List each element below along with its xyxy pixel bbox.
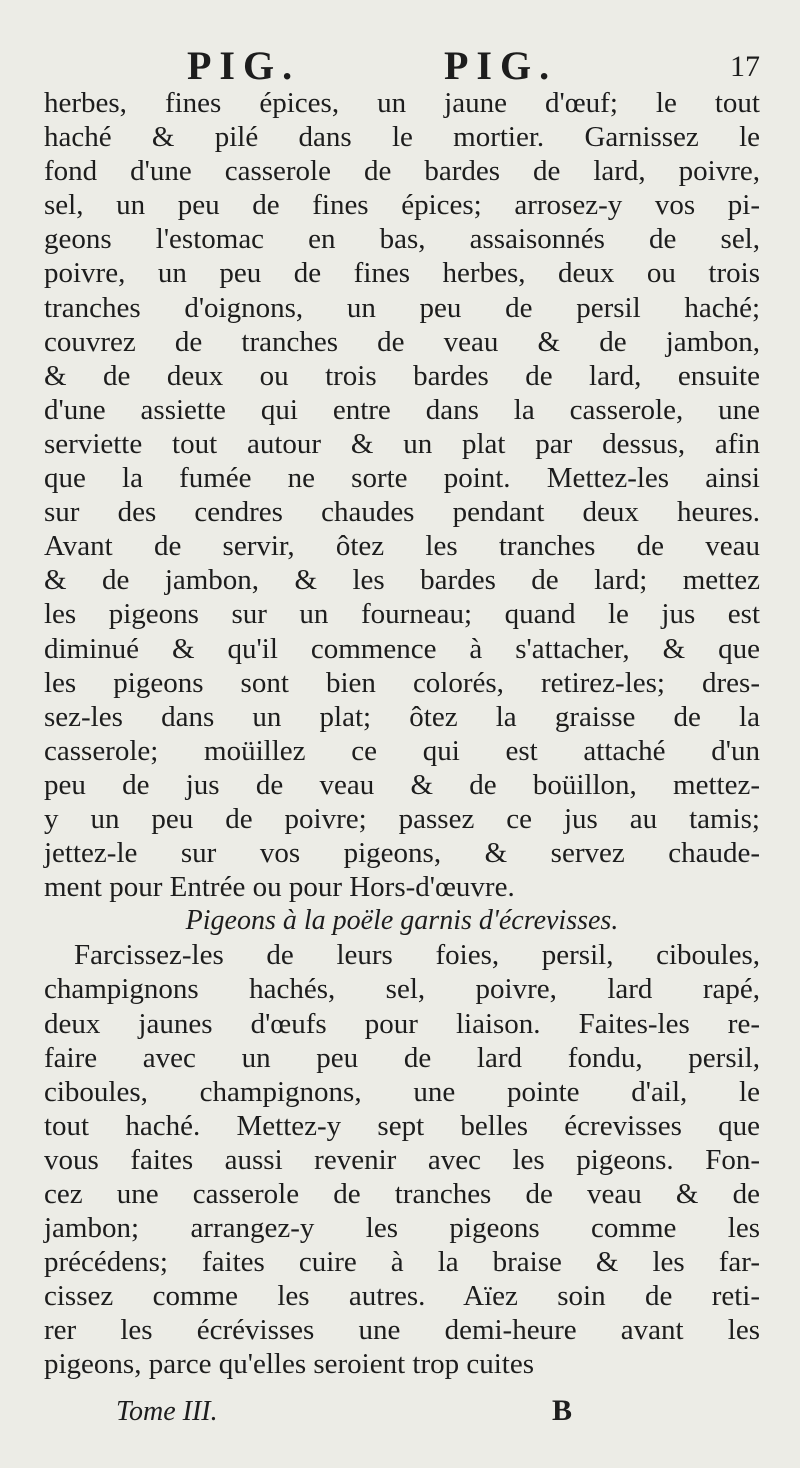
paragraph-recipe [44, 938, 760, 1381]
page-header [44, 40, 760, 86]
text-line: haché & pilé dans le mortier. Garnissez le [44, 121, 760, 154]
text-line: y un peu de poivre; passez ce jus au tamis; [44, 802, 760, 835]
text-line: tranches d'oignons, un peu de persil haché; [44, 291, 760, 324]
running-head-right: PIG. [444, 43, 558, 88]
volume-signature: Tome III. [116, 1395, 218, 1427]
text-line: deux jaunes d'œufs pour liaison. Faites-les re- [44, 1007, 760, 1040]
text-line: ciboules, champignons, une pointe d'ail, le [44, 1075, 760, 1108]
text-line: Farcissez-les de leurs foies, persil, ciboules, [74, 939, 760, 972]
page-number: 17 [730, 50, 760, 83]
text-line: herbes, fines épices, un jaune d'œuf; le tout [44, 87, 760, 119]
text-line: diminué & qu'il commence à s'attacher, & que [44, 632, 760, 665]
text-line: rer les écrévisses une demi-heure avant les [44, 1314, 760, 1347]
text-line: couvrez de tranches de veau & de jambon, [44, 325, 760, 358]
page-footer [44, 1393, 760, 1436]
running-head-left: PIG. [187, 43, 301, 88]
text-line: les pigeons sont bien colorés, retirez-les; dres- [44, 666, 760, 699]
text-line: ment pour Entrée ou pour Hors-d'œuvre. [44, 871, 515, 904]
text-line: poivre, un peu de fines herbes, deux ou trois [44, 257, 760, 290]
text-line: jettez-le sur vos pigeons, & servez chaude- [44, 837, 760, 870]
text-line: peu de jus de veau & de boüillon, mettez- [44, 768, 760, 801]
paragraph-continued [44, 86, 760, 904]
text-line: champignons hachés, sel, poivre, lard rapé, [44, 973, 760, 1006]
text-line: sez-les dans un plat; ôtez la graisse de la [44, 700, 760, 733]
text-line: sel, un peu de fines épices; arrosez-y vos pi- [44, 189, 760, 222]
page-body [44, 86, 760, 1382]
text-line: que la fumée ne sorte point. Mettez-les ainsi [44, 462, 760, 495]
text-line: tout haché. Mettez-y sept belles écrevisses que [44, 1109, 760, 1142]
text-line: jambon; arrangez-y les pigeons comme les [44, 1212, 760, 1245]
text-line: précédens; faites cuire à la braise & les far- [44, 1246, 760, 1279]
text-line: sur des cendres chaudes pendant deux heures. [44, 496, 760, 529]
text-line: fond d'une casserole de bardes de lard, poivre, [44, 155, 760, 188]
text-line: Avant de servir, ôtez les tranches de veau [44, 530, 760, 563]
text-line: les pigeons sur un fourneau; quand le jus est [44, 598, 760, 631]
text-line: serviette tout autour & un plat par dessus, afin [44, 427, 760, 460]
text-line: d'une assiette qui entre dans la casserole, une [44, 393, 760, 426]
text-line: cez une casserole de tranches de veau & de [44, 1178, 760, 1210]
text-line: pigeons, parce qu'elles seroient trop cuites [44, 1348, 535, 1381]
gathering-signature: B [552, 1393, 573, 1427]
text-line: & de jambon, & les bardes de lard; mettez [44, 564, 760, 597]
text-line: casserole; moüillez ce qui est attaché d'un [44, 734, 760, 767]
text-line: vous faites aussi revenir avec les pigeons. Fon- [44, 1143, 760, 1176]
section-title: Pigeons à la poële garnis d'écrevisses. [185, 905, 619, 937]
text-line: geons l'estomac en bas, assaisonnés de sel, [44, 223, 760, 256]
text-line: cissez comme les autres. Aïez soin de reti- [44, 1280, 760, 1313]
text-line: faire avec un peu de lard fondu, persil, [44, 1041, 760, 1074]
text-line: & de deux ou trois bardes de lard, ensuite [44, 359, 760, 392]
